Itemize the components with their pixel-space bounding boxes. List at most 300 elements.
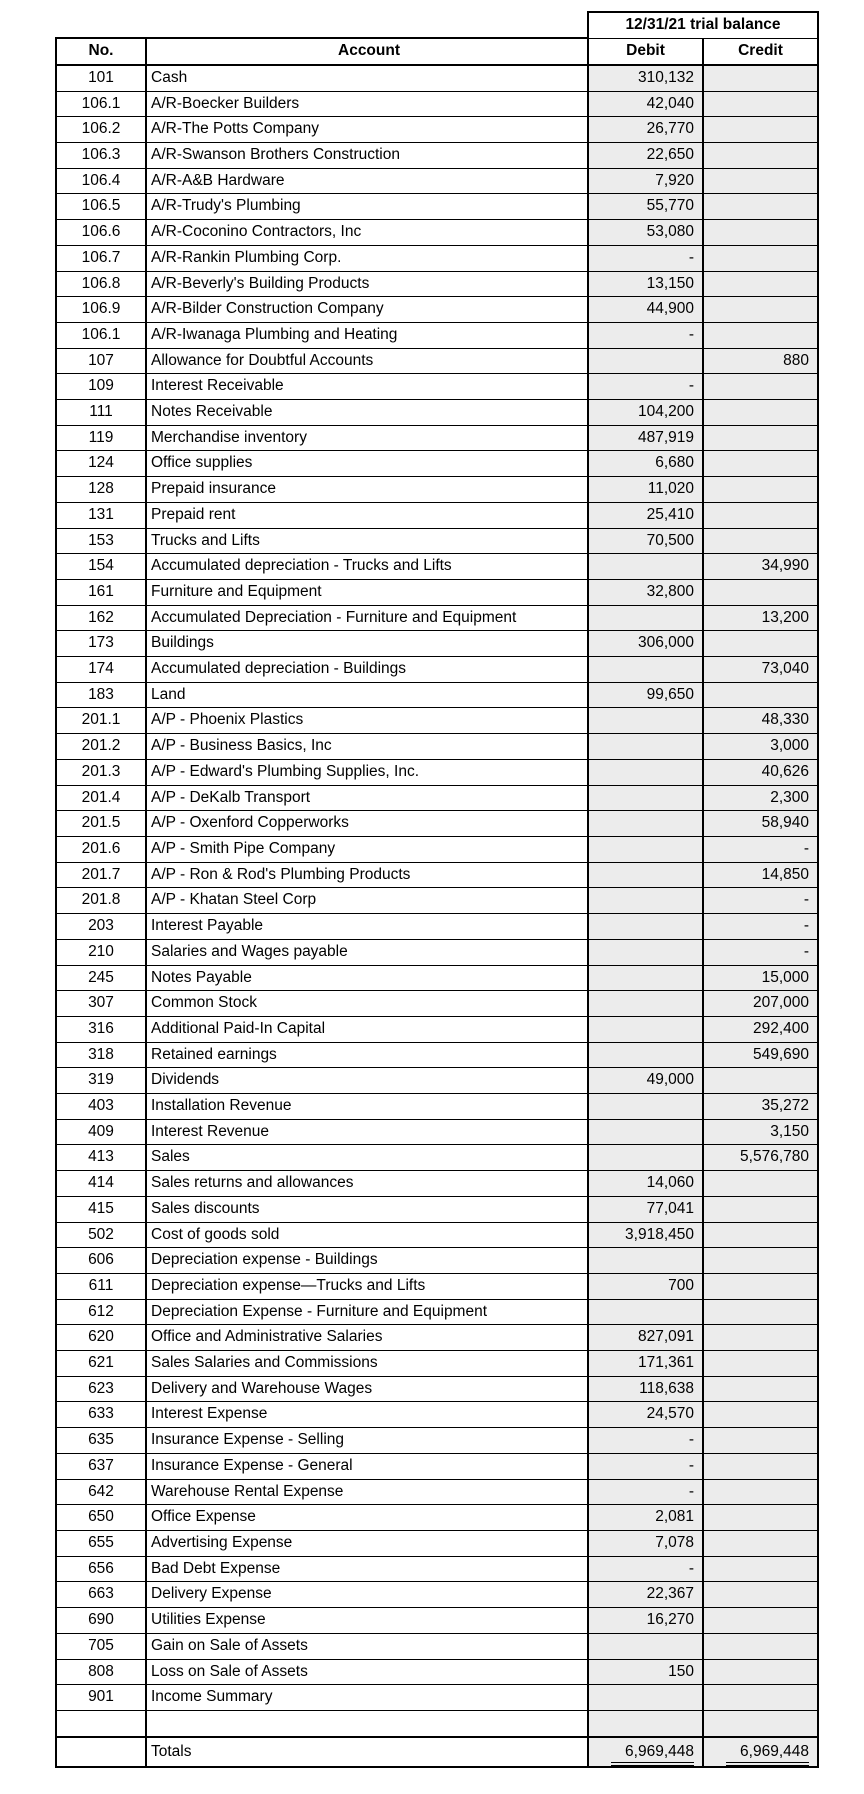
account-name: Depreciation Expense - Furniture and Equipment	[146, 1299, 588, 1325]
credit-amount	[703, 1222, 818, 1248]
table-row	[56, 1402, 818, 1428]
debit-amount	[588, 837, 703, 863]
account-name: Additional Paid-In Capital	[146, 1016, 588, 1042]
credit-amount	[703, 1171, 818, 1197]
credit-amount: 13,200	[703, 605, 818, 631]
table-row	[56, 811, 818, 837]
table-row	[56, 991, 818, 1017]
debit-amount	[588, 1685, 703, 1711]
debit-amount: 827,091	[588, 1325, 703, 1351]
account-name: Common Stock	[146, 991, 588, 1017]
totals-debit-value: 6,969,448	[611, 1742, 694, 1766]
account-number: 173	[56, 631, 146, 657]
credit-amount: 3,000	[703, 734, 818, 760]
account-number: 201.2	[56, 734, 146, 760]
credit-amount	[703, 220, 818, 246]
account-name: Office and Administrative Salaries	[146, 1325, 588, 1351]
debit-amount	[588, 759, 703, 785]
debit-amount: 171,361	[588, 1351, 703, 1377]
debit-amount	[588, 1633, 703, 1659]
table-row	[56, 682, 818, 708]
account-name: Depreciation expense - Buildings	[146, 1248, 588, 1274]
account-number: 620	[56, 1325, 146, 1351]
account-number: 319	[56, 1068, 146, 1094]
account-name: Income Summary	[146, 1685, 588, 1711]
debit-amount	[588, 657, 703, 683]
credit-amount	[703, 1068, 818, 1094]
col-header-account: Account	[146, 38, 588, 65]
debit-amount: 24,570	[588, 1402, 703, 1428]
debit-amount	[588, 1145, 703, 1171]
credit-amount	[703, 1479, 818, 1505]
credit-amount	[703, 1351, 818, 1377]
credit-amount	[703, 1530, 818, 1556]
debit-amount: 118,638	[588, 1376, 703, 1402]
table-row	[56, 168, 818, 194]
credit-amount	[703, 1376, 818, 1402]
account-name: Merchandise inventory	[146, 425, 588, 451]
account-number: 690	[56, 1608, 146, 1634]
account-name: Cash	[146, 65, 588, 91]
credit-amount	[703, 1659, 818, 1685]
account-name: Buildings	[146, 631, 588, 657]
credit-amount	[703, 91, 818, 117]
account-name: A/P - Khatan Steel Corp	[146, 888, 588, 914]
account-name: Depreciation expense—Trucks and Lifts	[146, 1273, 588, 1299]
debit-amount: -	[588, 1556, 703, 1582]
debit-amount	[588, 1248, 703, 1274]
table-row	[56, 1094, 818, 1120]
debit-amount	[588, 862, 703, 888]
debit-amount: 700	[588, 1273, 703, 1299]
debit-amount: 70,500	[588, 528, 703, 554]
debit-amount: 7,078	[588, 1530, 703, 1556]
table-row	[56, 1505, 818, 1531]
credit-amount	[703, 425, 818, 451]
debit-amount: -	[588, 1428, 703, 1454]
table-row	[56, 1171, 818, 1197]
account-name: A/P - DeKalb Transport	[146, 785, 588, 811]
account-number: 201.8	[56, 888, 146, 914]
debit-amount: 22,650	[588, 143, 703, 169]
debit-amount: 77,041	[588, 1196, 703, 1222]
debit-amount	[588, 811, 703, 837]
credit-amount: 14,850	[703, 862, 818, 888]
debit-amount: 2,081	[588, 1505, 703, 1531]
account-number: 642	[56, 1479, 146, 1505]
account-name: A/R-Bilder Construction Company	[146, 297, 588, 323]
account-number: 119	[56, 425, 146, 451]
account-number: 153	[56, 528, 146, 554]
table-row	[56, 1376, 818, 1402]
credit-amount: 5,576,780	[703, 1145, 818, 1171]
trial-balance-table	[55, 11, 819, 1768]
account-number: 106.6	[56, 220, 146, 246]
debit-amount: 487,919	[588, 425, 703, 451]
debit-amount: 49,000	[588, 1068, 703, 1094]
credit-amount: -	[703, 888, 818, 914]
debit-amount: 14,060	[588, 1171, 703, 1197]
credit-amount: 549,690	[703, 1042, 818, 1068]
account-number: 201.7	[56, 862, 146, 888]
table-row	[56, 1710, 818, 1736]
credit-amount	[703, 682, 818, 708]
credit-amount	[703, 1273, 818, 1299]
debit-amount	[588, 1710, 703, 1736]
account-name: A/R-Swanson Brothers Construction	[146, 143, 588, 169]
credit-amount	[703, 1402, 818, 1428]
account-number: 201.3	[56, 759, 146, 785]
account-number: 655	[56, 1530, 146, 1556]
account-name: A/R-Iwanaga Plumbing and Heating	[146, 322, 588, 348]
account-name: Interest Receivable	[146, 374, 588, 400]
table-row	[56, 914, 818, 940]
account-number: 316	[56, 1016, 146, 1042]
account-number: 106.9	[56, 297, 146, 323]
account-name: Gain on Sale of Assets	[146, 1633, 588, 1659]
debit-amount: 25,410	[588, 502, 703, 528]
credit-amount	[703, 1685, 818, 1711]
totals-credit-value: 6,969,448	[726, 1742, 809, 1766]
account-name: Office supplies	[146, 451, 588, 477]
credit-amount	[703, 322, 818, 348]
table-row	[56, 1582, 818, 1608]
account-number: 106.8	[56, 271, 146, 297]
credit-amount: -	[703, 939, 818, 965]
debit-amount	[588, 1016, 703, 1042]
debit-amount: 104,200	[588, 400, 703, 426]
credit-amount	[703, 1453, 818, 1479]
account-number: 635	[56, 1428, 146, 1454]
account-name: Interest Expense	[146, 1402, 588, 1428]
table-row	[56, 220, 818, 246]
table-row	[56, 862, 818, 888]
table-row	[56, 374, 818, 400]
table-row	[56, 271, 818, 297]
debit-amount	[588, 1119, 703, 1145]
table-row	[56, 837, 818, 863]
table-row	[56, 1530, 818, 1556]
credit-amount	[703, 1428, 818, 1454]
debit-amount	[588, 888, 703, 914]
table-row	[56, 1016, 818, 1042]
totals-label: Totals	[146, 1737, 588, 1767]
account-name: A/P - Smith Pipe Company	[146, 837, 588, 863]
account-name: Allowance for Doubtful Accounts	[146, 348, 588, 374]
table-row	[56, 1273, 818, 1299]
credit-amount	[703, 1582, 818, 1608]
table-row	[56, 1428, 818, 1454]
credit-amount	[703, 1299, 818, 1325]
table-row	[56, 194, 818, 220]
table-row	[56, 965, 818, 991]
account-name: A/P - Business Basics, Inc	[146, 734, 588, 760]
account-number: 245	[56, 965, 146, 991]
credit-amount	[703, 168, 818, 194]
debit-amount	[588, 991, 703, 1017]
account-number: 201.6	[56, 837, 146, 863]
account-number: 106.5	[56, 194, 146, 220]
account-number: 409	[56, 1119, 146, 1145]
account-name: Utilities Expense	[146, 1608, 588, 1634]
debit-amount	[588, 965, 703, 991]
account-number: 633	[56, 1402, 146, 1428]
credit-amount	[703, 65, 818, 91]
col-header-no: No.	[56, 38, 146, 65]
debit-amount: 150	[588, 1659, 703, 1685]
table-row	[56, 554, 818, 580]
credit-amount	[703, 1556, 818, 1582]
table-row	[56, 1068, 818, 1094]
credit-amount: -	[703, 914, 818, 940]
table-row	[56, 708, 818, 734]
debit-amount: 42,040	[588, 91, 703, 117]
credit-amount: 34,990	[703, 554, 818, 580]
table-row	[56, 1222, 818, 1248]
totals-no	[56, 1737, 146, 1767]
account-name: Interest Revenue	[146, 1119, 588, 1145]
account-name: A/R-A&B Hardware	[146, 168, 588, 194]
account-number: 201.4	[56, 785, 146, 811]
account-number: 413	[56, 1145, 146, 1171]
account-name: Dividends	[146, 1068, 588, 1094]
debit-amount: 53,080	[588, 220, 703, 246]
credit-amount: 880	[703, 348, 818, 374]
account-number: 109	[56, 374, 146, 400]
account-number: 403	[56, 1094, 146, 1120]
table-row	[56, 1608, 818, 1634]
debit-amount: 32,800	[588, 579, 703, 605]
account-name: Advertising Expense	[146, 1530, 588, 1556]
credit-amount	[703, 451, 818, 477]
credit-amount	[703, 502, 818, 528]
debit-amount: -	[588, 1453, 703, 1479]
account-name: Installation Revenue	[146, 1094, 588, 1120]
account-name: Insurance Expense - Selling	[146, 1428, 588, 1454]
totals-debit	[588, 1737, 703, 1767]
credit-amount	[703, 400, 818, 426]
debit-amount: -	[588, 245, 703, 271]
credit-amount	[703, 245, 818, 271]
account-name: Accumulated depreciation - Buildings	[146, 657, 588, 683]
table-row	[56, 1685, 818, 1711]
account-number: 154	[56, 554, 146, 580]
table-row	[56, 143, 818, 169]
debit-amount: 306,000	[588, 631, 703, 657]
credit-amount: 3,150	[703, 1119, 818, 1145]
account-name: Notes Payable	[146, 965, 588, 991]
debit-amount: 7,920	[588, 168, 703, 194]
account-number: 621	[56, 1351, 146, 1377]
account-name: Accumulated depreciation - Trucks and Lifts	[146, 554, 588, 580]
credit-amount	[703, 1196, 818, 1222]
debit-amount	[588, 914, 703, 940]
account-number: 650	[56, 1505, 146, 1531]
account-name: Accumulated Depreciation - Furniture and Equipment	[146, 605, 588, 631]
account-number: 162	[56, 605, 146, 631]
account-name: Sales Salaries and Commissions	[146, 1351, 588, 1377]
table-row	[56, 297, 818, 323]
account-number: 106.7	[56, 245, 146, 271]
table-row	[56, 1633, 818, 1659]
account-number: 131	[56, 502, 146, 528]
account-name: A/R-Boecker Builders	[146, 91, 588, 117]
credit-amount	[703, 194, 818, 220]
account-number: 106.3	[56, 143, 146, 169]
debit-amount	[588, 708, 703, 734]
account-name: A/P - Phoenix Plastics	[146, 708, 588, 734]
table-row	[56, 579, 818, 605]
account-number: 124	[56, 451, 146, 477]
table-row	[56, 425, 818, 451]
credit-amount	[703, 528, 818, 554]
credit-amount	[703, 1608, 818, 1634]
account-name	[146, 1710, 588, 1736]
account-name: A/R-Rankin Plumbing Corp.	[146, 245, 588, 271]
table-row	[56, 65, 818, 91]
account-number: 201.5	[56, 811, 146, 837]
account-number: 637	[56, 1453, 146, 1479]
account-name: Warehouse Rental Expense	[146, 1479, 588, 1505]
account-number: 106.1	[56, 91, 146, 117]
account-name: A/R-Trudy's Plumbing	[146, 194, 588, 220]
account-name: Delivery Expense	[146, 1582, 588, 1608]
account-number: 203	[56, 914, 146, 940]
account-name: Cost of goods sold	[146, 1222, 588, 1248]
debit-amount: 22,367	[588, 1582, 703, 1608]
account-number	[56, 1710, 146, 1736]
debit-amount: 99,650	[588, 682, 703, 708]
credit-amount	[703, 297, 818, 323]
account-name: Prepaid rent	[146, 502, 588, 528]
table-row	[56, 451, 818, 477]
account-name: Prepaid insurance	[146, 477, 588, 503]
account-name: A/P - Edward's Plumbing Supplies, Inc.	[146, 759, 588, 785]
table-row	[56, 348, 818, 374]
account-number: 106.4	[56, 168, 146, 194]
debit-amount	[588, 348, 703, 374]
table-row	[56, 1479, 818, 1505]
account-number: 106.1	[56, 322, 146, 348]
column-header-row	[56, 38, 818, 65]
account-number: 174	[56, 657, 146, 683]
table-row	[56, 1351, 818, 1377]
table-row	[56, 888, 818, 914]
table-row	[56, 734, 818, 760]
account-name: Salaries and Wages payable	[146, 939, 588, 965]
credit-amount	[703, 1325, 818, 1351]
account-name: Office Expense	[146, 1505, 588, 1531]
table-row	[56, 1119, 818, 1145]
account-number: 210	[56, 939, 146, 965]
account-name: A/R-The Potts Company	[146, 117, 588, 143]
table-row	[56, 400, 818, 426]
credit-amount: 40,626	[703, 759, 818, 785]
debit-amount	[588, 785, 703, 811]
account-name: A/P - Oxenford Copperworks	[146, 811, 588, 837]
credit-amount	[703, 143, 818, 169]
table-row	[56, 1659, 818, 1685]
account-number: 901	[56, 1685, 146, 1711]
credit-amount: 35,272	[703, 1094, 818, 1120]
col-header-debit: Debit	[588, 38, 703, 65]
account-number: 183	[56, 682, 146, 708]
account-number: 128	[56, 477, 146, 503]
debit-amount: 310,132	[588, 65, 703, 91]
account-name: Insurance Expense - General	[146, 1453, 588, 1479]
credit-amount: 207,000	[703, 991, 818, 1017]
account-name: A/R-Beverly's Building Products	[146, 271, 588, 297]
debit-amount: 16,270	[588, 1608, 703, 1634]
debit-amount	[588, 734, 703, 760]
table-row	[56, 1453, 818, 1479]
credit-amount	[703, 117, 818, 143]
account-number: 611	[56, 1273, 146, 1299]
credit-amount	[703, 1248, 818, 1274]
debit-amount: 3,918,450	[588, 1222, 703, 1248]
table-row	[56, 91, 818, 117]
table-row	[56, 1556, 818, 1582]
credit-amount	[703, 374, 818, 400]
credit-amount: 15,000	[703, 965, 818, 991]
account-name: Furniture and Equipment	[146, 579, 588, 605]
debit-amount: -	[588, 374, 703, 400]
debit-amount: 11,020	[588, 477, 703, 503]
credit-amount: 73,040	[703, 657, 818, 683]
account-name: Sales discounts	[146, 1196, 588, 1222]
debit-amount	[588, 1299, 703, 1325]
totals-row	[56, 1737, 818, 1767]
account-number: 612	[56, 1299, 146, 1325]
account-number: 808	[56, 1659, 146, 1685]
table-row	[56, 1145, 818, 1171]
table-row	[56, 939, 818, 965]
table-row	[56, 1042, 818, 1068]
account-number: 656	[56, 1556, 146, 1582]
trial-balance-sheet	[55, 11, 819, 1768]
table-row	[56, 1196, 818, 1222]
debit-amount: 55,770	[588, 194, 703, 220]
debit-amount: -	[588, 322, 703, 348]
credit-amount: 2,300	[703, 785, 818, 811]
account-number: 318	[56, 1042, 146, 1068]
credit-amount	[703, 631, 818, 657]
account-number: 307	[56, 991, 146, 1017]
table-row	[56, 785, 818, 811]
debit-amount: -	[588, 1479, 703, 1505]
credit-amount: 292,400	[703, 1016, 818, 1042]
debit-amount	[588, 605, 703, 631]
account-number: 705	[56, 1633, 146, 1659]
table-row	[56, 117, 818, 143]
account-name: Interest Payable	[146, 914, 588, 940]
credit-amount	[703, 1710, 818, 1736]
table-row	[56, 657, 818, 683]
table-row	[56, 759, 818, 785]
account-name: Land	[146, 682, 588, 708]
debit-amount: 26,770	[588, 117, 703, 143]
account-name: Loss on Sale of Assets	[146, 1659, 588, 1685]
account-name: A/P - Ron & Rod's Plumbing Products	[146, 862, 588, 888]
table-row	[56, 477, 818, 503]
table-row	[56, 605, 818, 631]
table-row	[56, 322, 818, 348]
col-header-credit: Credit	[703, 38, 818, 65]
debit-amount: 44,900	[588, 297, 703, 323]
debit-amount: 13,150	[588, 271, 703, 297]
table-row	[56, 528, 818, 554]
account-name: Trucks and Lifts	[146, 528, 588, 554]
